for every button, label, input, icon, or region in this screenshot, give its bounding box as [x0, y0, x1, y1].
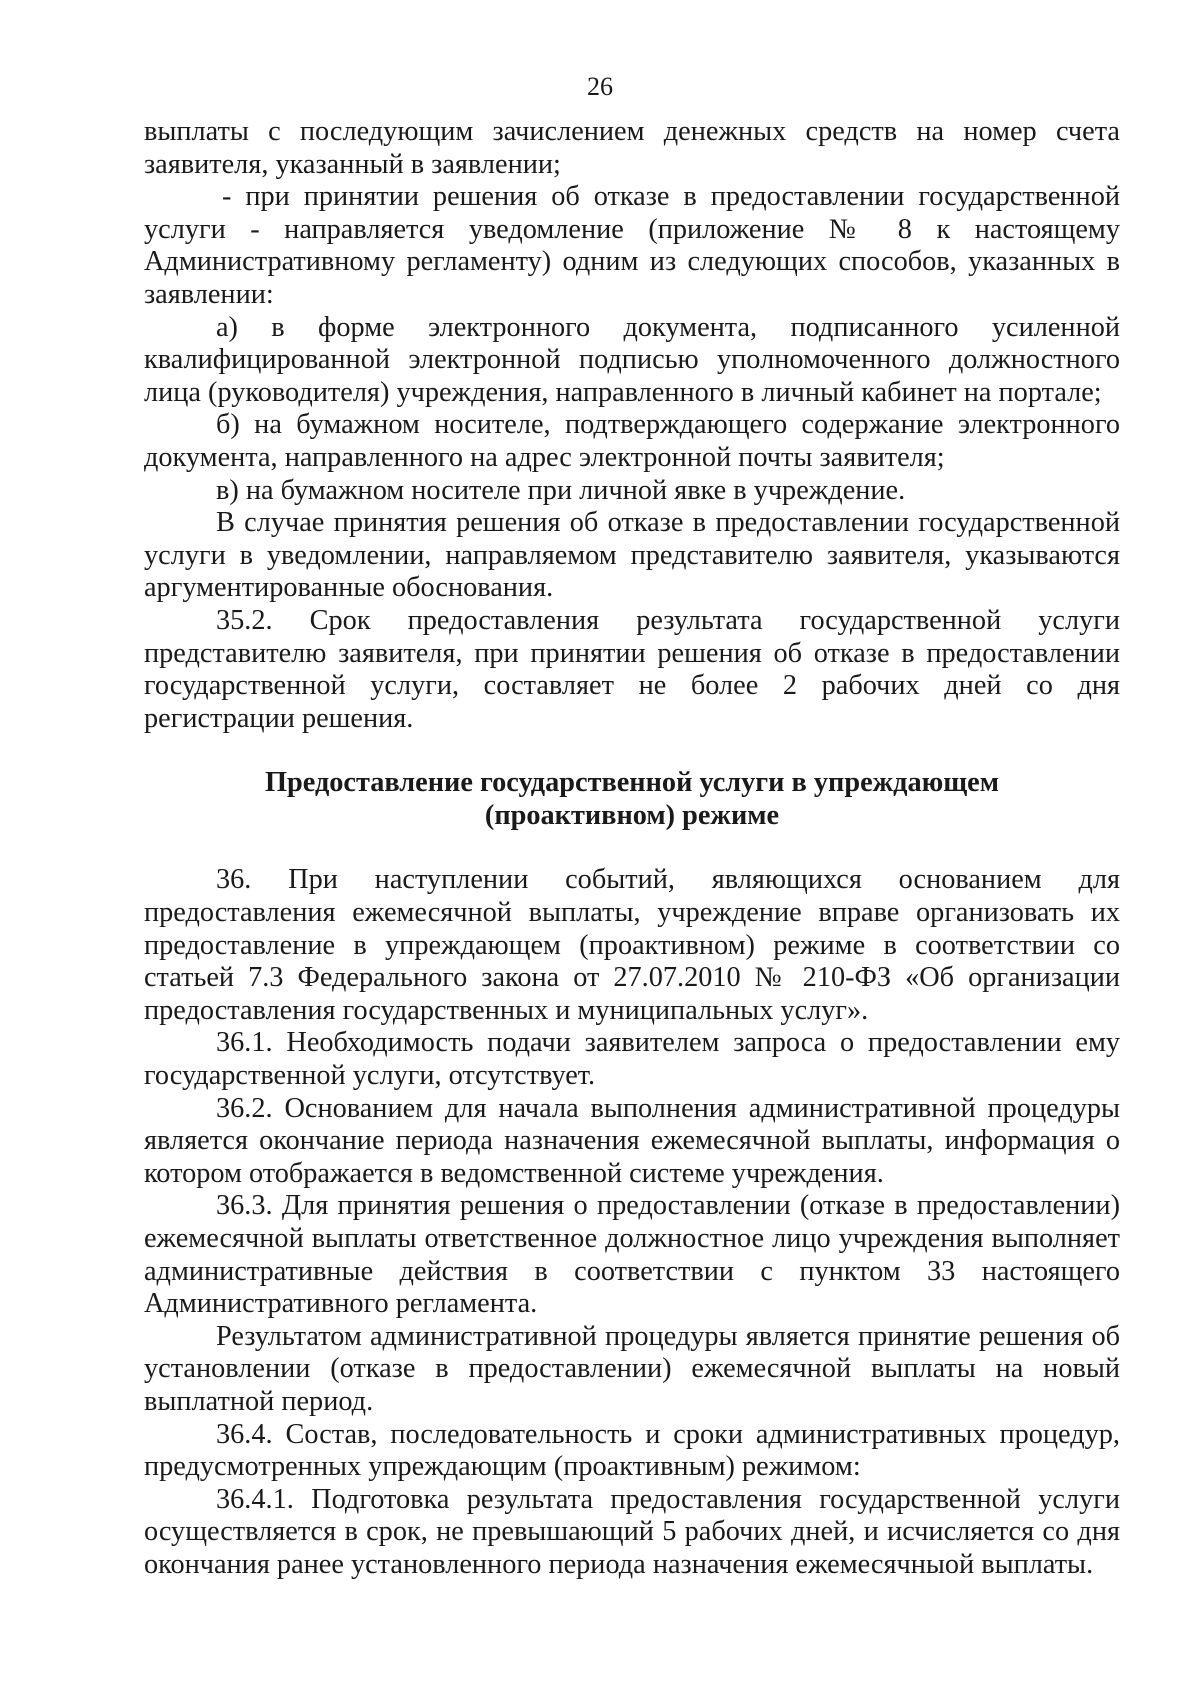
section-heading-line-1: Предоставление государственной услуги в упреждающем: [265, 767, 999, 799]
paragraph-option-a: а) в форме электронного документа, подписанного усиленной квалифицированной электронной подписью уполномоченного должностного лица (руководителя) учреждения, направленного в личный кабинет на портале;: [144, 311, 1120, 408]
paragraph-refusal-notice: - при принятии решения об отказе в предоставлении государственной услуги - направляется уведомление (приложение № 8 к настоящему Административному регламенту) одним из следующих способов, указанных в заявлении:: [144, 181, 1120, 310]
paragraph-36-2: 36.2. Основанием для начала выполнения административной процедуры является окончание периода назначения ежемесячной выплаты, информация о котором отображается в ведомственной системе учреждения.: [144, 1092, 1120, 1189]
paragraph-refusal-reasons: В случае принятия решения об отказе в предоставлении государственной услуги в уведомлении, направляемом представителю заявителя, указываются аргументированные обоснования.: [144, 507, 1120, 604]
paragraph-35-2: 35.2. Срок предоставления результата государственной услуги представителю заявителя, при принятии решения об отказе в предоставлении государственной услуги, составляет не более 2 рабочих дней со дня регистрации решения.: [144, 604, 1120, 734]
paragraph-option-b: б) на бумажном носителе, подтверждающего содержание электронного документа, направленного на адрес электронной почты заявителя;: [144, 409, 1120, 473]
section-heading-line-2: (проактивном) режиме: [484, 799, 780, 831]
paragraph-36-1: 36.1. Необходимость подачи заявителем запроса о предоставлении ему государственной услуги, отсутствует.: [144, 1027, 1120, 1092]
section-heading: [144, 767, 1120, 832]
paragraph-36-3: 36.3. Для принятия решения о предоставлении (отказе в предоставлении) ежемесячной выплаты ответственное должностное лицо учреждения выполняет административные действия в соответствии с пунктом 33 настоящего Административного регламента.: [144, 1190, 1120, 1320]
paragraph-procedure-result: Результатом административной процедуры является принятие решения об установлении (отказе в предоставлении) ежемесячной выплаты на новый выплатной период.: [144, 1320, 1120, 1417]
paragraph-36-4-1: 36.4.1. Подготовка результата предоставления государственной услуги осуществляется в срок, не превышающий 5 рабочих дней, и исчисляется со дня окончания ранее установленного периода назначения ежемесячныой выплаты.: [144, 1483, 1120, 1580]
paragraph-option-v: в) на бумажном носителе при личной явке в учреждение.: [216, 474, 906, 506]
document-body: [144, 116, 1120, 1582]
paragraph-payment-transfer: выплаты с последующим зачислением денежных средств на номер счета заявителя, указанный в заявлении;: [144, 116, 1120, 180]
paragraph-36-4: 36.4. Состав, последовательность и сроки административных процедур, предусмотренных упреждающим (проактивным) режимом:: [144, 1418, 1120, 1483]
page-number: 26: [587, 72, 613, 101]
paragraph-36: 36. При наступлении событий, являющихся основанием для предоставления ежемесячной выплаты, учреждение вправе организовать их предоставление в упреждающем (проактивном) режиме в соответствии со статьей 7.3 Федерального закона от 27.07.2010 № 210-ФЗ «Об организации предоставления государственных и муниципальных услуг».: [144, 864, 1120, 1026]
